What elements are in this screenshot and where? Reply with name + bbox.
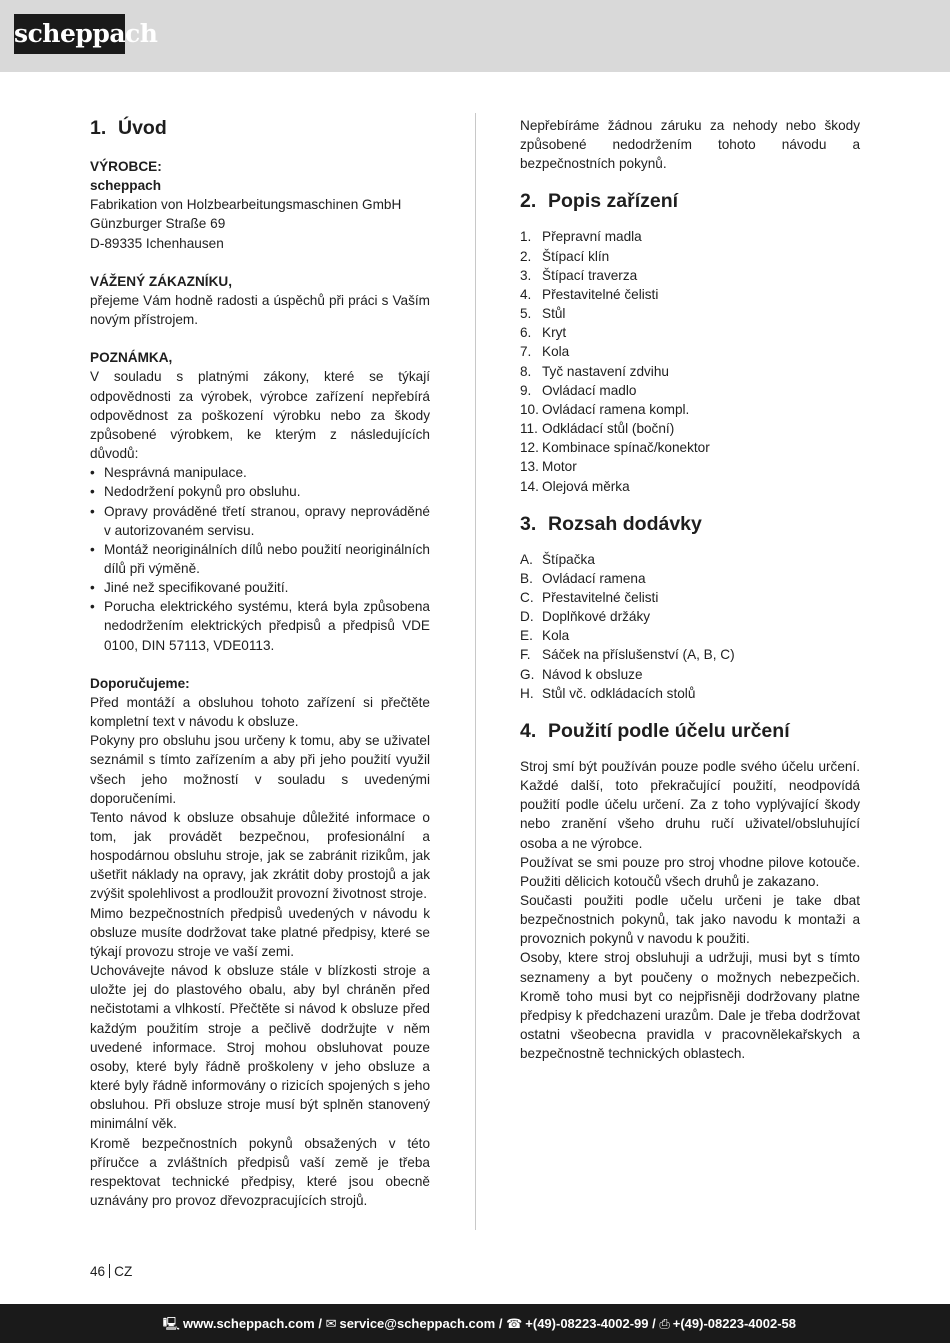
list-item: B. Ovládací ramena (520, 570, 646, 586)
list-item: C. Přestavitelné čelisti (520, 589, 659, 605)
left-column (90, 116, 430, 1210)
delivery-scope-list (520, 550, 860, 703)
section-3-heading: 3. Rozsah dodávky (520, 512, 702, 535)
list-item: 1. Přepravní madla (520, 229, 642, 245)
manufacturer-line: Fabrikation von Holzbearbeitungsmaschinen GmbH (90, 197, 402, 213)
column-divider (475, 113, 476, 1230)
list-item: 6. Kryt (520, 325, 567, 341)
fax-number: +(49)-08223-4002-58 (672, 1316, 796, 1331)
list-item: H. Stůl vč. odkládacích stolů (520, 685, 696, 701)
list-item: D. Doplňkové držáky (520, 609, 651, 625)
list-item: • Nedodržení pokynů pro obsluhu. (90, 482, 430, 501)
list-item: 13. Motor (520, 459, 577, 475)
list-item: 14. Olejová měrka (520, 478, 630, 494)
device-parts-list (520, 227, 860, 495)
list-item: 12. Kombinace spínač/konektor (520, 440, 710, 456)
list-item: 5. Stůl (520, 306, 566, 322)
recommend-block (90, 674, 430, 1210)
paragraph: Osoby, ktere stroj obsluhuji a udržuji, musi byt s tímto seznameny a byt poučeny o možnych nebezpečich. Kromě toho musi byt co nejpřisněji dodržovany platne předpisy k předchazeni urazům. Dale je třeba dodržovat ostatni všeobecna pravidla v pracovnělekařskych a bezpečnostně technických oblastech. (520, 950, 860, 1062)
paragraph: Mimo bezpečnostních předpisů uvedených v návodu k obsluze musíte dodržovat take platné předpisy, které se týkají provozu stroje ve vaší zemi. (90, 905, 430, 959)
monitor-icon: 🖳 (162, 1316, 180, 1331)
list-item: 3. Štípací traverza (520, 267, 638, 283)
customer-text: přejeme Vám hodně radosti a úspěchů při práci s Vaším novým přístrojem. (90, 292, 430, 328)
paragraph: Současti použiti podle učelu určeni je take dbat bezpečnostnich pokynů, tak jako navodu k montaži a provoznich pokynů v navodu k použiti. (520, 893, 860, 947)
manufacturer-label: VÝROBCE: (90, 159, 162, 174)
list-item: 2. Štípací klín (520, 248, 610, 264)
fax-icon: ⎙ (659, 1316, 670, 1331)
list-item: 11. Odkládací stůl (boční) (520, 421, 675, 437)
paragraph: Stroj smí být používán pouze podle svého účelu určení. Každé další, toto překračující použití, neodpovídá použití podle účelu určení. Za z toho vyplývající škody nebo zranění všeho druhu ručí uživatel/obsluhující osoba a ne výrobce. (520, 758, 860, 851)
list-item: 4. Přestavitelné čelisti (520, 286, 659, 302)
paragraph: Před montáží a obsluhou tohoto zařízení si přečtěte kompletní text v návodu k obsluze. (90, 694, 430, 730)
email-link[interactable]: service@scheppach.com / (339, 1316, 503, 1331)
note-label: POZNÁMKA, (90, 350, 173, 366)
list-item: • Montáž neoriginálních dílů nebo použití neoriginálních dílů při výměně. (90, 540, 430, 578)
recommend-label: Doporučujeme: (90, 675, 190, 691)
customer-label: VÁŽENÝ ZÁKAZNÍKU, (90, 273, 232, 289)
list-item: • Opravy prováděné třetí stranou, opravy neprováděné v autorizovaném servisu. (90, 502, 430, 540)
list-item: F. Sáček na příslušenství (A, B, C) (520, 647, 735, 663)
note-block (90, 348, 430, 655)
paragraph: Tento návod k obsluze obsahuje důležité informace o tom, jak provádět bezpečnou, profesionální a hospodárnou obsluhu stroje, jak se zabránit rizikům, jak ušetřit náklady na opravy, jak zkrátit doby prostojů a jak zvýšit spolehlivost a prodloužit provozní životnost stroje. (90, 809, 430, 902)
contact-info (163, 1304, 796, 1343)
list-item: G. Návod k obsluze (520, 666, 643, 682)
list-item: • Porucha elektrického systému, která byla způsobena nedodržením elektrických předpisů a předpisů VDE 0100, DIN 57113, VDE0113. (90, 597, 430, 654)
paragraph: Kromě bezpečnostních pokynů obsažených v této příručce a zvláštních předpisů vaší země je třeba respektovat technické předpisy, které jsou obecně uznávány pro provoz dřevozpracujících strojů. (90, 1135, 430, 1208)
manufacturer-line: D-89335 Ichenhausen (90, 235, 224, 251)
note-text: V souladu s platnými zákony, které se týkají odpovědnosti za výrobek, výrobce zařízení nepřebírá odpovědnost za poškození výrobku nebo za škody způsobené výrobkem, ke kterým z následujících důvodů: (90, 369, 430, 462)
list-item: 9. Ovládací madlo (520, 382, 637, 398)
paragraph: Pokyny pro obsluhu jsou určeny k tomu, aby se uživatel seznámil s tímto zařízením a aby při jeho použití využil všech jeho možností v souladu s uvedenými doporučeními. (90, 733, 430, 806)
manufacturer-line: Günzburger Straße 69 (90, 216, 226, 232)
brand-logo: scheppach (14, 14, 125, 54)
section-1-heading: 1. Úvod (90, 117, 167, 139)
mail-icon: ✉ (325, 1316, 337, 1331)
list-item: A. Štípačka (520, 551, 595, 567)
contact-bar (0, 1304, 950, 1343)
header-bar (0, 0, 950, 72)
list-item: E. Kola (520, 628, 570, 644)
customer-block (90, 272, 430, 329)
list-item: 10. Ovládací ramena kompl. (520, 401, 690, 417)
manufacturer-name: scheppach (90, 178, 162, 194)
list-item: 8. Tyč nastavení zdvihu (520, 363, 669, 379)
note-bullet-list (90, 463, 430, 655)
list-item: • Jiné než specifikované použití. (90, 578, 430, 597)
manufacturer-block (90, 157, 430, 253)
right-column (520, 116, 860, 1063)
list-item: • Nesprávná manipulace. (90, 463, 430, 482)
list-item: 7. Kola (520, 344, 570, 360)
phone-icon: ☎ (506, 1316, 523, 1331)
section-4-heading: 4. Použití podle účelu určení (520, 719, 790, 742)
paragraph: Uchovávejte návod k obsluze stále v blízkosti stroje a uložte jej do plastového obalu, aby byl chráněn před nečistotami a vlhkostí. Přečtěte si návod k obsluze před každým použitím stroje a pečlivě dodržujte v něm uvedené informace. Stroj mohou obsluhovat pouze osoby, které byly řádně proškoleny v jeho obsluze a které byly řádně informovány o rizicích spojených s jeho obsluhou. Při obsluze stroje musí být splněn stanovený minimální věk. (90, 963, 430, 1132)
warranty-note: Nepřebíráme žádnou záruku za nehody nebo škody způsobené nedodržením tohoto návodu a bezpečnostních pokynů. (520, 118, 860, 172)
page-number: 46 CZ (90, 1264, 133, 1279)
website-link[interactable]: www.scheppach.com / (182, 1316, 322, 1331)
paragraph: Používat se smi pouze pro stroj vhodne pilove kotouče. Použiti dělicich kotoučů všech druhů je zakazano. (520, 854, 860, 889)
section-2-heading: 2. Popis zařízení (520, 190, 679, 213)
phone-number: +(49)-08223-4002-99 / (525, 1316, 656, 1331)
